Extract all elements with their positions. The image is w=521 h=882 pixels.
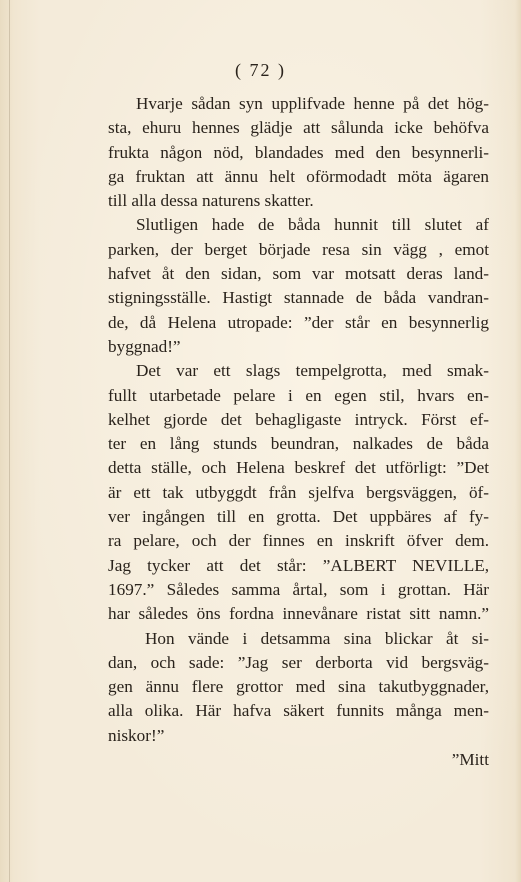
text-line: byggnad!” <box>108 336 181 356</box>
text-line: ver ingången till en grotta. Det uppbäres af fy- <box>108 507 489 527</box>
text-line: Hvarje sådan syn upplifvade henne på det hög- <box>136 94 489 113</box>
text-line: fullt utarbetade pelare i en egen stil, hvars en- <box>108 385 489 405</box>
text-line: är ett tak utbyggdt från sjelfva bergsväggen, öf- <box>108 482 489 502</box>
text-line: ter en lång stunds beundran, nalkades de båda <box>108 434 489 454</box>
text-line: Jag tycker att det står: ”ALBERT NEVILLE, <box>108 555 489 575</box>
text-line: parken, der berget började resa sin vägg , emot <box>108 239 489 259</box>
body-text <box>108 92 489 772</box>
text-line: sta, ehuru hennes glädje att sålunda icke behöfva <box>108 118 489 138</box>
text-line: gen ännu flere grottor med sina takutbyggnader, <box>108 677 489 697</box>
text-line: 1697.” Således samma årtal, som i grottan. Här <box>108 579 489 599</box>
text-line: stigningsställe. Hastigt stannade de båda vandran- <box>108 288 489 308</box>
text-line: kelhet gjorde det behagligaste intryck. Först ef- <box>108 409 489 429</box>
text-line: detta ställe, och Helena beskref det utförligt: ”Det <box>108 458 489 478</box>
text-line: hafvet åt den sidan, som var motsatt deras land- <box>108 264 489 284</box>
text-line: de, då Helena utropade: ”der står en besynnerlig <box>108 312 489 332</box>
text-line: dan, och sade: ”Jag ser derborta vid bergsväg- <box>108 652 489 672</box>
text-line: alla olika. Här hafva säkert funnits många men- <box>108 701 489 721</box>
text-line: ra pelare, och der finnes en inskrift öfver dem. <box>108 531 489 551</box>
page-number: ( 72 ) <box>235 60 286 80</box>
catchword: ”Mitt <box>451 750 489 770</box>
text-line: till alla dessa naturens skatter. <box>108 191 314 211</box>
text-line: niskor!” <box>108 725 165 745</box>
page-gutter <box>9 0 10 882</box>
text-line: har således öns fordna innevånare ristat sitt namn.” <box>108 604 489 624</box>
text-line: frukta någon nöd, blandades med den besynnerli- <box>108 142 489 162</box>
text-line: ga fruktan att ännu helt oförmodadt möta ägaren <box>108 166 489 186</box>
text-line: Det var ett slags tempelgrotta, med smak- <box>136 361 489 381</box>
text-line: Slutligen hade de båda hunnit till slutet af <box>136 215 489 235</box>
text-line: Hon vände i detsamma sina blickar åt si- <box>145 628 489 648</box>
